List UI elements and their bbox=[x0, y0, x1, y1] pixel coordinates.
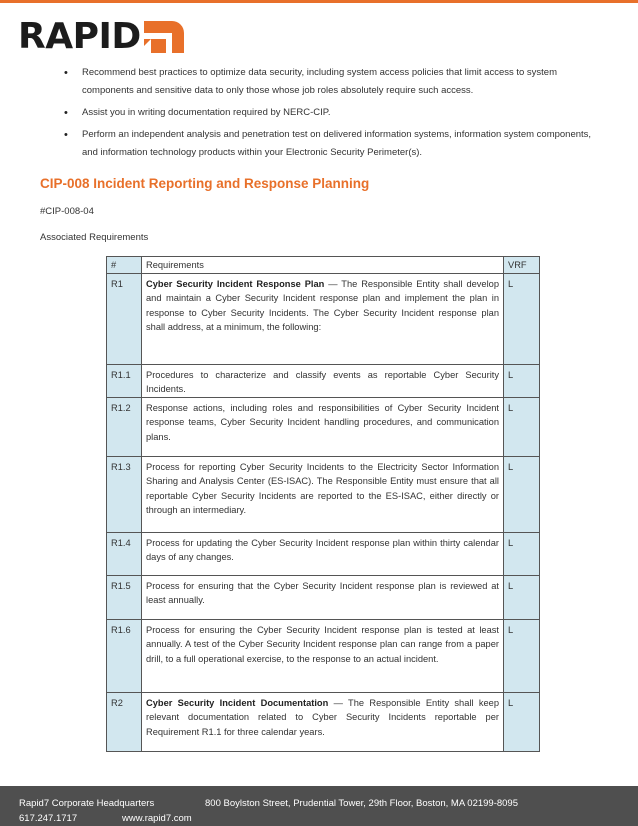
rapid7-logo bbox=[18, 16, 186, 57]
row-number: R1.2 bbox=[107, 397, 142, 456]
row-number: R1.3 bbox=[107, 456, 142, 532]
requirement-heading: Cyber Security Incident Documentation bbox=[146, 697, 329, 708]
row-vrf: L bbox=[504, 273, 540, 364]
list-item: • Recommend best practices to optimize data security, including system access policies that limit access to system components and sensitive data to only those whose job roles absolutely require such access. bbox=[62, 64, 602, 100]
section-title: CIP-008 Incident Reporting and Response Planning bbox=[40, 176, 370, 191]
row-requirement bbox=[142, 273, 504, 364]
associated-requirements-label: Associated Requirements bbox=[40, 232, 149, 243]
bullet-icon: • bbox=[64, 107, 68, 119]
table-row bbox=[107, 397, 540, 456]
row-requirement bbox=[142, 692, 504, 751]
row-requirement: Process for reporting Cyber Security Incidents to the Electricity Sector Information Sharing and Analysis Center (ES-ISAC). The Responsible Entity must ensure that all reportable Cyber Security Incidents are reported to the ES-ISAC, either directly or through an intermediary. bbox=[142, 456, 504, 532]
list-item: • Perform an independent analysis and penetration test on delivered information systems, information system components, and information technology products within your Electronic Security Perimeter(s). bbox=[62, 126, 602, 162]
requirement-text: — The Responsible Entity shall keep relevant documentation related to Cyber Security Incidents reportable per Requirement R1.1 for three calendar years. bbox=[146, 697, 499, 737]
table-row bbox=[107, 692, 540, 751]
bullet-icon: • bbox=[64, 67, 68, 79]
table-row bbox=[107, 273, 540, 364]
row-number: R2 bbox=[107, 692, 142, 751]
footer-company: Rapid7 Corporate Headquarters bbox=[19, 798, 155, 809]
row-vrf: L bbox=[504, 692, 540, 751]
table-row bbox=[107, 364, 540, 397]
requirements-table bbox=[106, 256, 540, 752]
table-row bbox=[107, 532, 540, 575]
header-vrf: VRF bbox=[504, 257, 540, 274]
page-footer bbox=[0, 786, 638, 826]
footer-phone: 617.247.1717 bbox=[19, 813, 78, 824]
header-number: # bbox=[107, 257, 142, 274]
logo-seven-mark bbox=[142, 19, 186, 55]
row-requirement: Process for updating the Cyber Security Incident response plan within thirty calendar days of any changes. bbox=[142, 532, 504, 575]
row-vrf: L bbox=[504, 575, 540, 619]
requirement-id: #CIP-008-04 bbox=[40, 206, 94, 217]
header-requirements: Requirements bbox=[142, 257, 504, 274]
row-number: R1 bbox=[107, 273, 142, 364]
row-vrf: L bbox=[504, 456, 540, 532]
table-row bbox=[107, 456, 540, 532]
row-vrf: L bbox=[504, 619, 540, 692]
row-vrf: L bbox=[504, 397, 540, 456]
row-number: R1.6 bbox=[107, 619, 142, 692]
row-requirement: Process for ensuring the Cyber Security Incident response plan is tested at least annually. A test of the Cyber Security Incident response plan can range from a paper drill, to a full operational exercise, to the response to an actual incident. bbox=[142, 619, 504, 692]
requirement-heading: Cyber Security Incident Response Plan bbox=[146, 278, 325, 289]
row-number: R1.4 bbox=[107, 532, 142, 575]
row-vrf: L bbox=[504, 532, 540, 575]
row-number: R1.5 bbox=[107, 575, 142, 619]
top-accent-bar bbox=[0, 0, 638, 3]
row-requirement: Process for ensuring that the Cyber Security Incident response plan is reviewed at least annually. bbox=[142, 575, 504, 619]
table-row bbox=[107, 575, 540, 619]
footer-website-link[interactable]: www.rapid7.com bbox=[122, 813, 192, 824]
bullet-icon: • bbox=[64, 129, 68, 141]
table-row bbox=[107, 619, 540, 692]
list-item: • Assist you in writing documentation required by NERC-CIP. bbox=[62, 104, 602, 122]
table-header-row bbox=[107, 257, 540, 274]
row-requirement: Procedures to characterize and classify events as reportable Cyber Security Incidents. bbox=[142, 364, 504, 397]
service-bullet-list bbox=[62, 64, 602, 166]
logo-wordmark: RAPID bbox=[18, 16, 141, 57]
requirement-text: — The Responsible Entity shall develop and maintain a Cyber Security Incident response plan and implement the plan in response to Cyber Security Incidents. The Cyber Security Incident response plan shall address, at a minimum, the following: bbox=[146, 278, 500, 332]
row-vrf: L bbox=[504, 364, 540, 397]
row-requirement: Response actions, including roles and responsibilities of Cyber Security Incident response teams, Cyber Security Incident handling procedures, and communication plans. bbox=[142, 397, 504, 456]
row-number: R1.1 bbox=[107, 364, 142, 397]
footer-address: 800 Boylston Street, Prudential Tower, 29th Floor, Boston, MA 02199-8095 bbox=[205, 798, 518, 809]
